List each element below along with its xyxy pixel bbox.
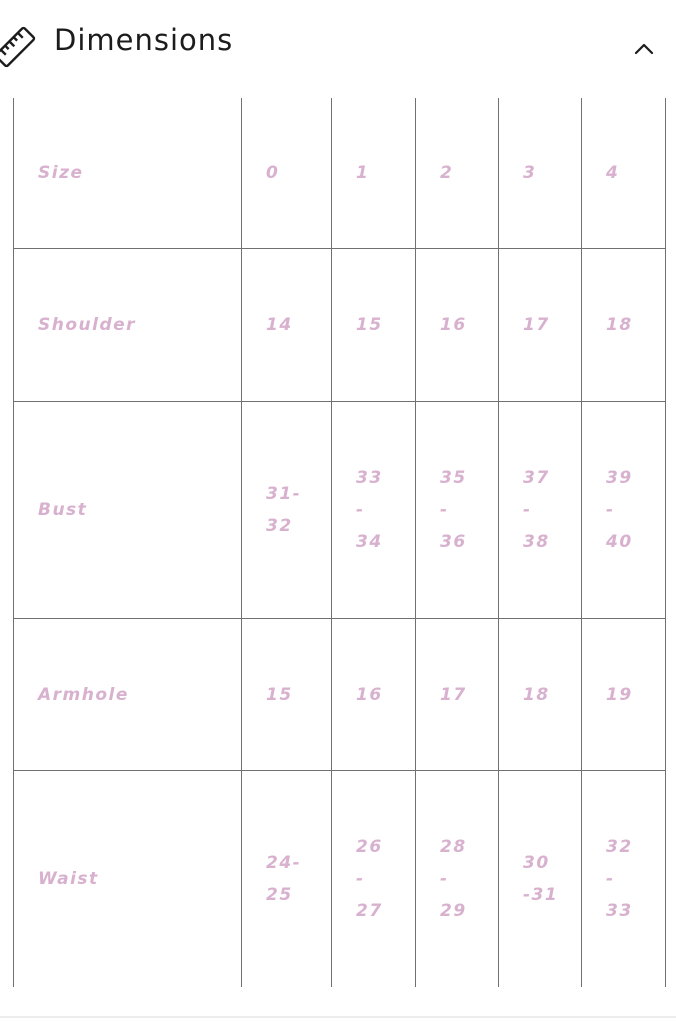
- table-row: [14, 249, 666, 402]
- table-cell: [332, 619, 416, 771]
- cell-text: 17: [523, 315, 550, 335]
- table-cell: [582, 619, 666, 771]
- cell-text: 37: [523, 468, 550, 488]
- cell-text: 40: [606, 532, 633, 552]
- size-chart-body: [14, 98, 666, 987]
- table-cell: [582, 249, 666, 402]
- section-divider: [0, 1016, 676, 1018]
- table-cell: [499, 619, 582, 771]
- table-cell: [416, 771, 499, 988]
- cell-text: -: [440, 869, 449, 889]
- cell-text: -31: [523, 885, 559, 905]
- cell-text: -: [356, 869, 365, 889]
- table-cell: [499, 249, 582, 402]
- cell-text: 18: [523, 684, 550, 705]
- row-label: Size: [14, 98, 242, 249]
- table-cell: [242, 619, 332, 771]
- cell-text: 14: [266, 315, 293, 335]
- cell-text: 4: [606, 163, 620, 183]
- cell-text: -: [523, 500, 532, 520]
- cell-text: 33: [356, 468, 383, 488]
- size-chart-table: [13, 98, 666, 987]
- table-row: [14, 619, 666, 771]
- cell-text: 1: [356, 163, 370, 183]
- ruler-icon: [0, 26, 36, 68]
- cell-text: 30: [523, 853, 550, 873]
- table-cell: [499, 402, 582, 619]
- cell-text: 15: [356, 315, 383, 335]
- table-cell: [416, 98, 499, 249]
- cell-text: 24-: [266, 853, 302, 873]
- cell-text: 0: [266, 163, 280, 183]
- row-label: Armhole: [14, 619, 242, 771]
- cell-text: 32: [606, 837, 633, 857]
- accordion-header[interactable]: [0, 0, 676, 92]
- table-cell: [582, 771, 666, 988]
- cell-text: 16: [356, 684, 383, 705]
- table-cell: [416, 402, 499, 619]
- row-label: Bust: [14, 402, 242, 619]
- cell-text: 17: [440, 684, 467, 705]
- table-cell: [582, 98, 666, 249]
- cell-text: 28: [440, 837, 467, 857]
- table-row: [14, 402, 666, 619]
- size-chart: [13, 98, 665, 987]
- cell-text: 31-: [266, 484, 302, 504]
- cell-text: 38: [523, 532, 550, 552]
- table-cell: [242, 98, 332, 249]
- cell-text: -: [440, 500, 449, 520]
- cell-text: 35: [440, 468, 467, 488]
- table-cell: [242, 771, 332, 988]
- cell-text: 25: [266, 885, 293, 905]
- cell-text: 27: [356, 901, 383, 921]
- table-cell: [416, 619, 499, 771]
- chevron-up-icon[interactable]: [630, 38, 658, 58]
- cell-text: 32: [266, 516, 293, 536]
- table-cell: [582, 402, 666, 619]
- cell-text: -: [356, 500, 365, 520]
- row-label: Waist: [14, 771, 242, 988]
- cell-text: 39: [606, 468, 633, 488]
- table-cell: [332, 249, 416, 402]
- cell-text: 34: [356, 532, 383, 552]
- table-cell: [416, 249, 499, 402]
- cell-text: 33: [606, 901, 633, 921]
- cell-text: 26: [356, 837, 383, 857]
- cell-text: 18: [606, 315, 633, 335]
- table-cell: [332, 98, 416, 249]
- cell-text: 16: [440, 315, 467, 335]
- cell-text: 36: [440, 532, 467, 552]
- table-cell: [332, 771, 416, 988]
- table-cell: [499, 771, 582, 988]
- cell-text: -: [606, 869, 615, 889]
- table-cell: [242, 249, 332, 402]
- cell-text: 2: [440, 163, 454, 183]
- table-cell: [242, 402, 332, 619]
- row-label: Shoulder: [14, 249, 242, 402]
- table-cell: [499, 98, 582, 249]
- cell-text: 19: [606, 684, 633, 705]
- accordion-title: Dimensions: [54, 23, 234, 57]
- cell-text: 29: [440, 901, 467, 921]
- cell-text: 15: [266, 684, 293, 705]
- table-cell: [332, 402, 416, 619]
- table-row: [14, 98, 666, 249]
- table-row: [14, 771, 666, 988]
- cell-text: 3: [523, 163, 537, 183]
- cell-text: -: [606, 500, 615, 520]
